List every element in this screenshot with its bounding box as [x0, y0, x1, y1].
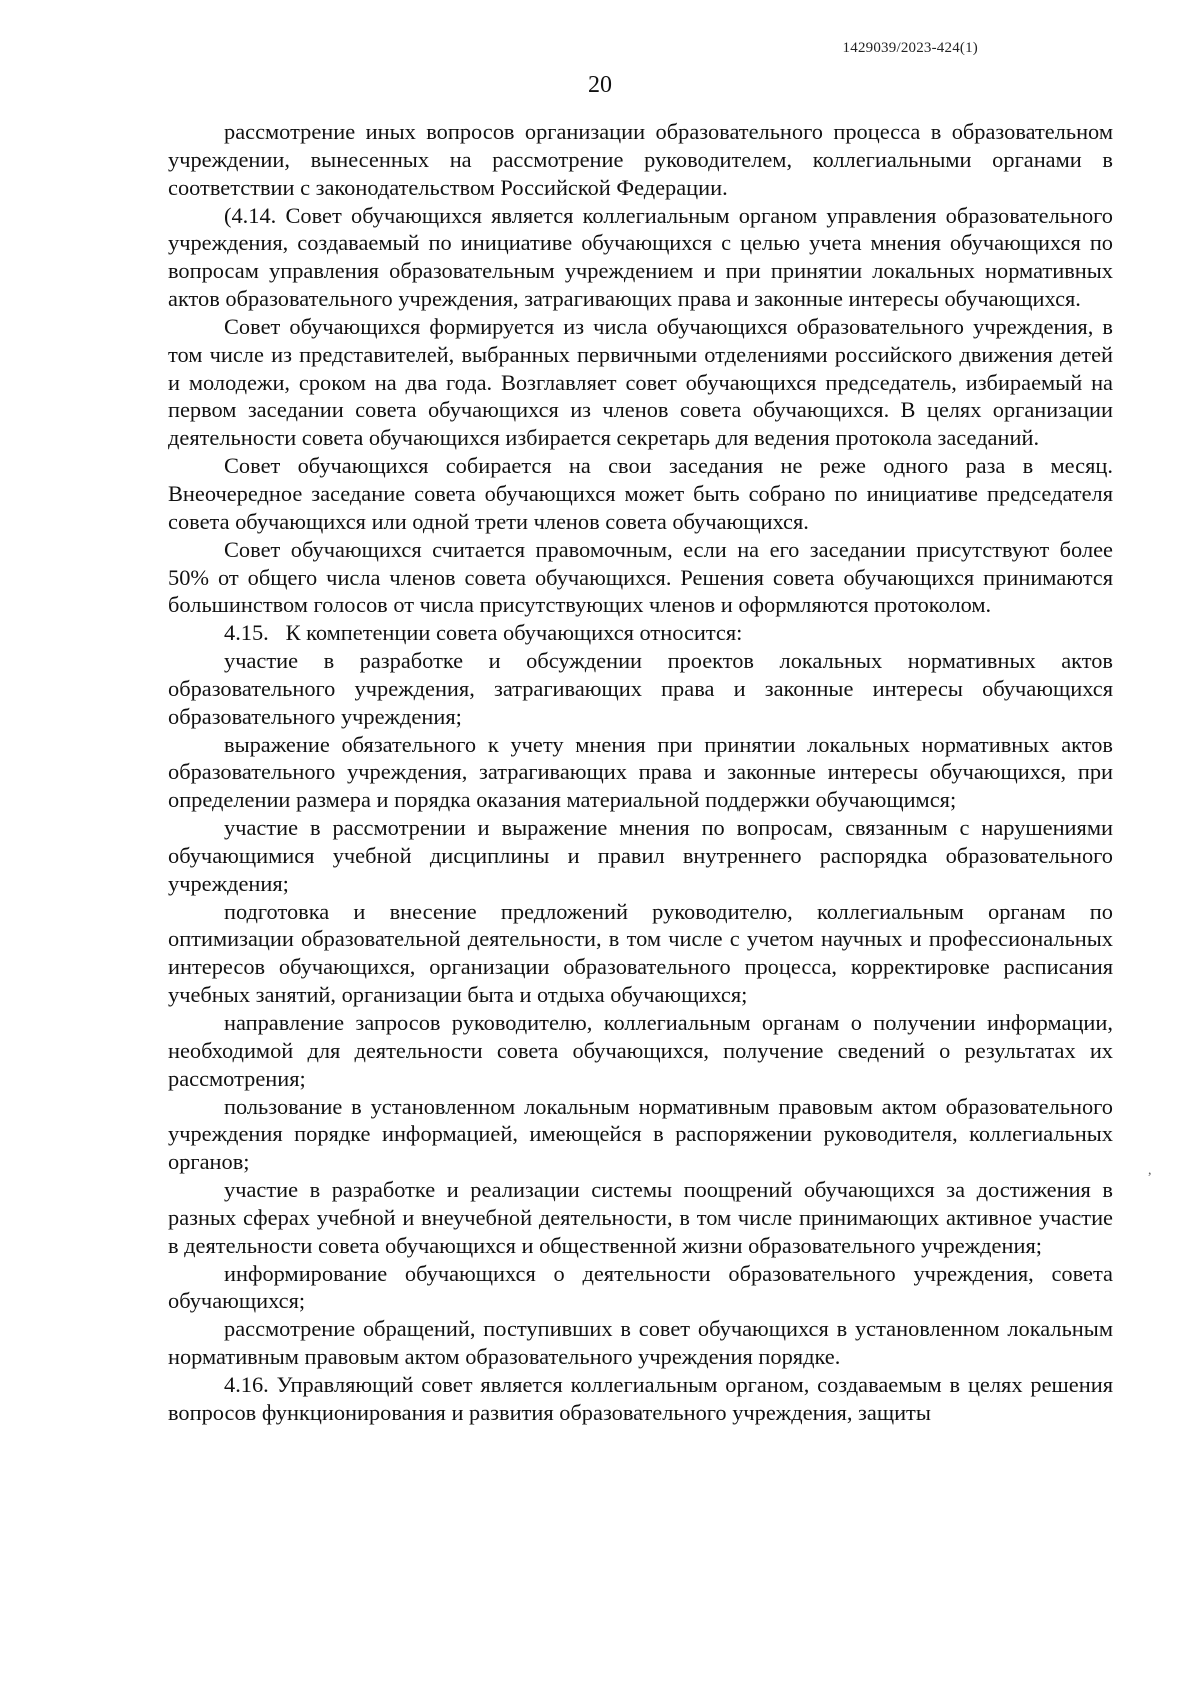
list-item-drafting-acts: участие в разработке и обсуждении проектов локальных нормативных актов образовательного учреждения, затрагивающих права и законные интересы обучающихся образовательного учреждения;	[168, 648, 1113, 729]
list-item-expressing-opinion: выражение обязательного к учету мнения при принятии локальных нормативных актов образовательного учреждения, затрагивающих права и законные интересы обучающихся, при определении размера и порядка оказания материальной поддержки обучающимся;	[168, 731, 1113, 813]
list-item-appeals-review: рассмотрение обращений, поступивших в совет обучающихся в установленном локальным нормативным правовым актом образовательного учреждения порядке.	[168, 1316, 1113, 1370]
document-number: 1429039/2023-424(1)	[842, 40, 978, 56]
list-item-incentive-system: участие в разработке и реализации системы поощрений обучающихся за достижения в разных сферах учебной и внеучебной деятельности, в том числе принимающих активное участие в деятельности совета обучающихся и общественной жизни образовательного учреждения;	[168, 1177, 1113, 1258]
paragraph-council-formation: Совет обучающихся формируется из числа обучающихся образовательного учреждения, в том числе из представителей, выбранных первичными отделениями российского движения детей и молодежи, сроком на два года. Возглавляет совет обучающихся председатель, избираемый на первом заседании совета обучающихся из членов совета обучающихся. В целях организации деятельности совета обучающихся избирается секретарь для ведения протокола заседаний.	[168, 313, 1113, 451]
scan-mark: ,	[1148, 1163, 1152, 1178]
list-item-information-use: пользование в установленном локальным нормативным правовым актом образовательного учреждения порядке информацией, имеющейся в распоряжении руководителя, коллегиальных органов;	[168, 1093, 1113, 1175]
paragraph-4-16: 4.16. Управляющий совет является коллегиальным органом, создаваемым в целях решения вопросов функционирования и развития образовательного учреждения, защиты	[168, 1371, 1113, 1425]
paragraph-council-quorum: Совет обучающихся считается правомочным, если на его заседании присутствуют более 50% от общего числа членов совета обучающихся. Решения совета обучающихся принимаются большинством голосов от числа присутствующих членов и оформляются протоколом.	[168, 536, 1113, 618]
paragraph-other-issues: рассмотрение иных вопросов организации образовательного процесса в образовательном учреждении, вынесенных на рассмотрение руководителем, коллегиальными органами в соответствии с законодательством Российской Федерации.	[168, 119, 1113, 200]
list-item-discipline-review: участие в рассмотрении и выражение мнения по вопросам, связанным с нарушениями обучающимися учебной дисциплины и правил внутреннего распорядка образовательного учреждения;	[168, 815, 1113, 896]
list-item-information-requests: направление запросов руководителю, коллегиальным органам о получении информации, необходимой для деятельности совета обучающихся, получение сведений о результатах их рассмотрения;	[168, 1010, 1113, 1091]
page-number: 20	[588, 72, 612, 98]
list-item-proposals: подготовка и внесение предложений руководителю, коллегиальным органам по оптимизации образовательной деятельности, в том числе с учетом научных и профессиональных интересов обучающихся, организации образовательного процесса, корректировке расписания учебных занятий, организации быта и отдыха обучающихся;	[168, 898, 1113, 1008]
list-item-informing-students: информирование обучающихся о деятельности образовательного учреждения, совета обучающихся;	[168, 1260, 1113, 1314]
document-body	[168, 118, 1113, 1427]
paragraph-council-meetings: Совет обучающихся собирается на свои заседания не реже одного раза в месяц. Внеочередное заседание совета обучающихся может быть собрано по инициативе председателя совета обучающихся или одной трети членов совета обучающихся.	[168, 453, 1113, 534]
paragraph-4-15: 4.15. К компетенции совета обучающихся относится:	[224, 620, 743, 646]
paragraph-4-14: (4.14. Совет обучающихся является коллегиальным органом управления образовательного учреждения, создаваемый по инициативе обучающихся с целью учета мнения обучающихся по вопросам управления образовательным учреждением и при принятии локальных нормативных актов образовательного учреждения, затрагивающих права и законные интересы обучающихся.	[168, 202, 1113, 312]
